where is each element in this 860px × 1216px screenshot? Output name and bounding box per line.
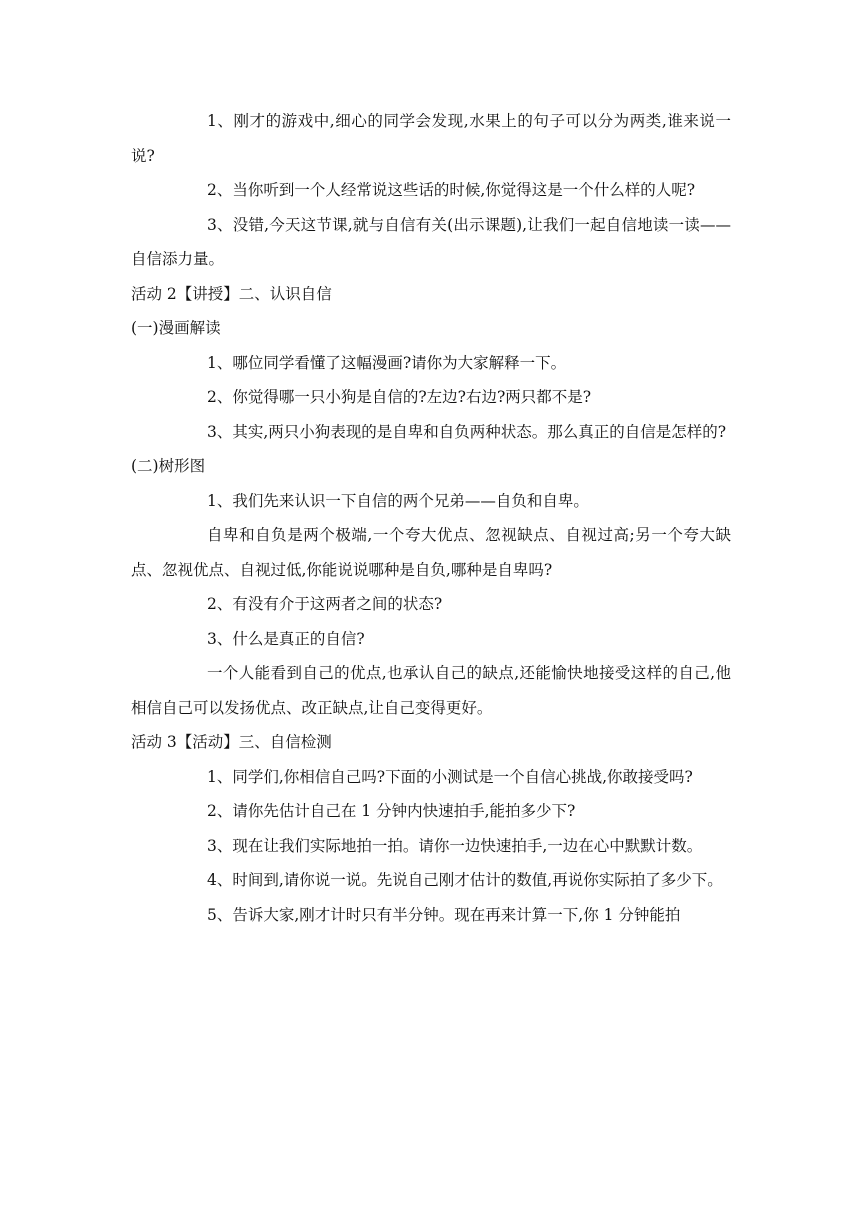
paragraph-comic-item2: 2、你觉得哪一只小狗是自信的?左边?右边?两只都不是? [207,388,592,406]
subsection-heading-comic: (一)漫画解读 [131,319,221,337]
document-body [131,104,731,932]
paragraph-tree-item2: 2、有没有介于这两者之间的状态? [207,595,443,613]
paragraph-tree-definition: 一个人能看到自己的优点,也承认自己的缺点,还能愉快地接受这样的自己,他相信自己可以发扬优点、改正缺点,让自己变得更好。 [131,664,731,717]
paragraph-test-item4: 4、时间到,请你说一说。先说自己刚才估计的数值,再说你实际拍了多少下。 [207,871,723,889]
paragraph-activity1-item2: 2、当你听到一个人经常说这些话的时候,你觉得这是一个什么样的人呢? [207,181,696,199]
paragraph-test-item5: 5、告诉大家,刚才计时只有半分钟。现在再来计算一下,你 1 分钟能拍 [207,905,681,924]
section-heading-activity3: 活动 3【活动】三、自信检测 [131,733,332,751]
subsection-heading-tree: (二)树形图 [131,457,206,475]
paragraph-activity1-item3: 3、没错,今天这节课,就与自信有关(出示课题),让我们一起自信地读一读——自信添力量。 [131,215,731,268]
paragraph-tree-item3: 3、什么是真正的自信? [207,629,365,648]
section-heading-activity2: 活动 2【讲授】二、认识自信 [131,284,332,303]
paragraph-comic-item3: 3、其实,两只小狗表现的是自卑和自负两种状态。那么真正的自信是怎样的? [207,422,727,441]
paragraph-test-item2: 2、请你先估计自己在 1 分钟内快速拍手,能拍多少下? [207,802,576,820]
paragraph-test-item3: 3、现在让我们实际地拍一拍。请你一边快速拍手,一边在心中默默计数。 [207,836,703,855]
paragraph-comic-item1: 1、哪位同学看懂了这幅漫画?请你为大家解释一下。 [207,353,567,372]
paragraph-tree-explanation: 自卑和自负是两个极端,一个夸大优点、忽视缺点、自视过高;另一个夸大缺点、忽视优点、自视过低,你能说说哪种是自负,哪种是自卑吗? [131,526,731,579]
paragraph-test-item1: 1、同学们,你相信自己吗?下面的小测试是一个自信心挑战,你敢接受吗? [207,767,693,786]
paragraph-tree-item1: 1、我们先来认识一下自信的两个兄弟——自负和自卑。 [207,491,589,510]
paragraph-activity1-item1: 1、刚才的游戏中,细心的同学会发现,水果上的句子可以分为两类,谁来说一说? [131,112,731,165]
